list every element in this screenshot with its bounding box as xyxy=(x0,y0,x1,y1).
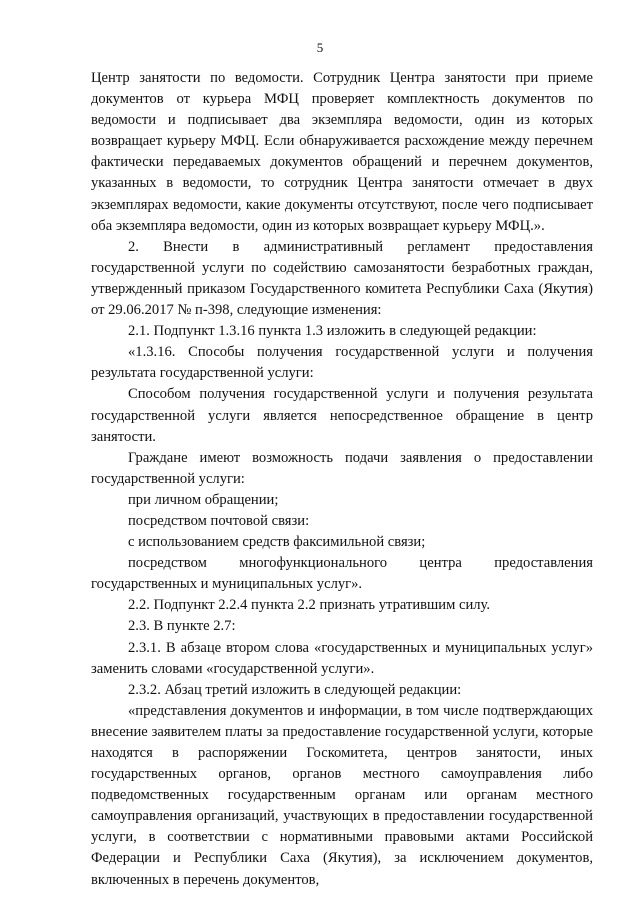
document-body xyxy=(91,68,593,891)
paragraph: 2.2. Подпункт 2.2.4 пункта 2.2 признать утратившим силу. xyxy=(128,597,491,614)
paragraph: «1.3.16. Способы получения государственной услуги и получения результата государственной услуги: xyxy=(91,344,593,382)
paragraph: посредством многофункционального центра предоставления государственных и муниципальных услуг». xyxy=(91,555,593,593)
paragraph: Способом получения государственной услуги и получения результата государственной услуги является непосредственное обращение в центр занятости. xyxy=(91,386,593,445)
paragraph: 2.3. В пункте 2.7: xyxy=(128,618,236,635)
paragraph: 2. Внести в административный регламент предоставления государственной услуги по содействию самозанятости безработных граждан, утвержденный приказом Государственного комитета Республики Саха (Якутия) от 29.06.2017 № п-398, следующие изменения: xyxy=(91,238,593,319)
paragraph: 2.3.2. Абзац третий изложить в следующей редакции: xyxy=(128,681,462,698)
page-number: 5 xyxy=(316,40,324,55)
paragraph: 2.3.1. В абзаце втором слова «государственных и муниципальных услуг» заменить словами «государственной услуги». xyxy=(91,639,593,677)
paragraph: 2.1. Подпункт 1.3.16 пункта 1.3 изложить в следующей редакции: xyxy=(128,323,537,340)
list-item: с использованием средств факсимильной связи; xyxy=(128,534,426,551)
paragraph: Центр занятости по ведомости. Сотрудник Центра занятости при приеме документов от курьера МФЦ проверяет комплектность документов по ведомости и подписывает два экземпляра ведомости, один из которых возвращает курьеру МФЦ. Если обнаруживается расхождение между перечнем фактически передаваемых документов обращений и перечнем документов, указанных в ведомости, то сотрудник Центра занятости отмечает в двух экземплярах ведомости, какие документы отсутствуют, после чего подписывает оба экземпляра ведомости, один из которых возвращает курьеру МФЦ.». xyxy=(91,70,593,234)
list-item: при личном обращении; xyxy=(128,491,279,508)
paragraph: «представления документов и информации, в том числе подтверждающих внесение заявителем платы за предоставление государственной услуги, которые находятся в распоряжении Госкомитета, центров занятости, иных государственных органов, органов местного самоуправления либо подведомственных государственным органам или органам местного самоуправления организаций, участвующих в предоставлении государственной услуги, в соответствии с нормативными правовыми актами Российской Федерации и Республики Саха (Якутия), за исключением документов, включенных в перечень документов, xyxy=(91,702,593,888)
list-item: посредством почтовой связи: xyxy=(128,512,310,529)
paragraph: Граждане имеют возможность подачи заявления о предоставлении государственной услуги: xyxy=(91,449,593,487)
